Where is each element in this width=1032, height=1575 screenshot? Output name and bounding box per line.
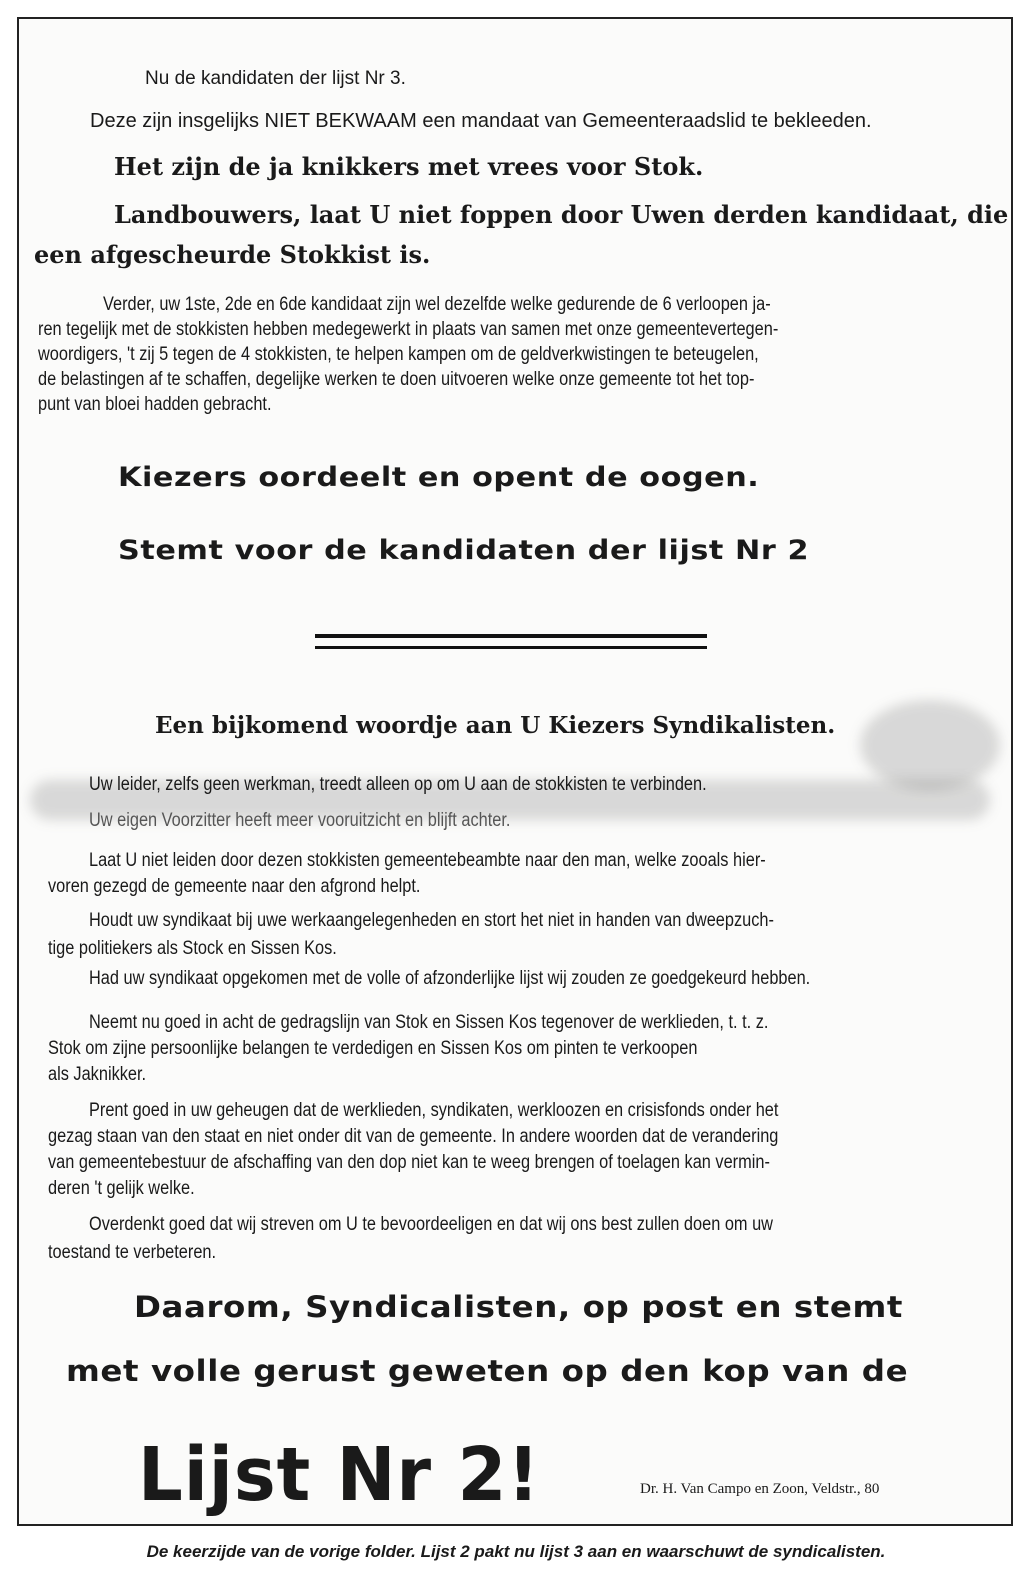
flyer-line: gezag staan van den staat en niet onder dit van de gemeente. In andere woorden dat de verandering <box>48 1126 779 1147</box>
flyer-heading: Landbouwers, laat U niet foppen door Uwen derden kandidaat, die <box>114 200 1009 229</box>
flyer-line: Deze zijn insgelijks NIET BEKWAAM een mandaat van Gemeenteraadslid te bekleeden. <box>90 110 872 132</box>
flyer-call: Daarom, Syndicalisten, op post en stemt <box>134 1290 903 1324</box>
image-caption: De keerzijde van de vorige folder. Lijst 2 pakt nu lijst 3 aan en waarschuwt de syndicalisten. <box>146 1542 886 1561</box>
double-rule <box>315 634 707 638</box>
flyer-call: Kiezers oordeelt en opent de oogen. <box>118 462 760 493</box>
flyer-line: Stok om zijne persoonlijke belangen te verdedigen en Sissen Kos om pinten te verkoopen <box>48 1038 698 1059</box>
flyer-line: voren gezegd de gemeente naar den afgrond helpt. <box>48 876 421 897</box>
flyer-line: Overdenkt goed dat wij streven om U te bevoordeeligen en dat wij ons best zullen doen om uw <box>89 1214 773 1235</box>
flyer-line: Laat U niet leiden door dezen stokkisten gemeentebeambte naar den man, welke zooals hier- <box>89 850 766 871</box>
flyer-line: punt van bloei hadden gebracht. <box>38 394 272 415</box>
flyer-line: woordigers, 't zij 5 tegen de 4 stokkisten, te helpen kampen om de geldverkwistingen te beteugelen, <box>38 344 759 365</box>
flyer-line: Uw eigen Voorzitter heeft meer vooruitzicht en blijft achter. <box>89 810 511 831</box>
printer-imprint: Dr. H. Van Campo en Zoon, Veldstr., 80 <box>640 1481 880 1497</box>
flyer-line: Had uw syndikaat opgekomen met de volle of afzonderlijke lijst wij zouden ze goedgekeurd hebben. <box>89 968 811 989</box>
flyer-call: Stemt voor de kandidaten der lijst Nr 2 <box>118 535 810 566</box>
flyer-line: Houdt uw syndikaat bij uwe werkaangelegenheden en stort het niet in handen van dweepzuch- <box>89 910 774 931</box>
flyer-line: deren 't gelijk welke. <box>48 1178 195 1199</box>
flyer-heading: Een bijkomend woordje aan U Kiezers Syndikalisten. <box>155 712 836 739</box>
flyer-line: de belastingen af te schaffen, degelijke werken te doen uitvoeren welke onze gemeente tot het top- <box>38 369 755 390</box>
flyer-big-title: Lijst Nr 2! <box>138 1432 541 1518</box>
flyer-line: Verder, uw 1ste, 2de en 6de kandidaat zijn wel dezelfde welke gedurende de 6 verloopen ja- <box>103 294 771 315</box>
flyer-call: met volle gerust geweten op den kop van de <box>66 1354 909 1388</box>
double-rule <box>315 646 707 649</box>
flyer-heading: een afgescheurde Stokkist is. <box>34 240 431 269</box>
print-stain <box>860 700 1000 790</box>
flyer-line: tige politiekers als Stock en Sissen Kos. <box>48 938 337 959</box>
flyer-line: als Jaknikker. <box>48 1064 147 1085</box>
flyer-line: toestand te verbeteren. <box>48 1242 217 1263</box>
flyer-line: Nu de kandidaten der lijst Nr 3. <box>145 68 406 89</box>
flyer-line: Prent goed in uw geheugen dat de werklieden, syndikaten, werkloozen en crisisfonds onder het <box>89 1100 779 1121</box>
flyer-heading: Het zijn de ja knikkers met vrees voor Stok. <box>114 152 704 181</box>
flyer-line: Uw leider, zelfs geen werkman, treedt alleen op om U aan de stokkisten te verbinden. <box>89 774 707 795</box>
flyer-line: van gemeentebestuur de afschaffing van den dop niet kan te weeg brengen of toelagen kan vermin- <box>48 1152 770 1173</box>
flyer-line: Neemt nu goed in acht de gedragslijn van Stok en Sissen Kos tegenover de werklieden, t. t. z. <box>89 1012 769 1033</box>
flyer-line: ren tegelijk met de stokkisten hebben medegewerkt in plaats van samen met onze gemeentevertegen- <box>38 319 779 340</box>
